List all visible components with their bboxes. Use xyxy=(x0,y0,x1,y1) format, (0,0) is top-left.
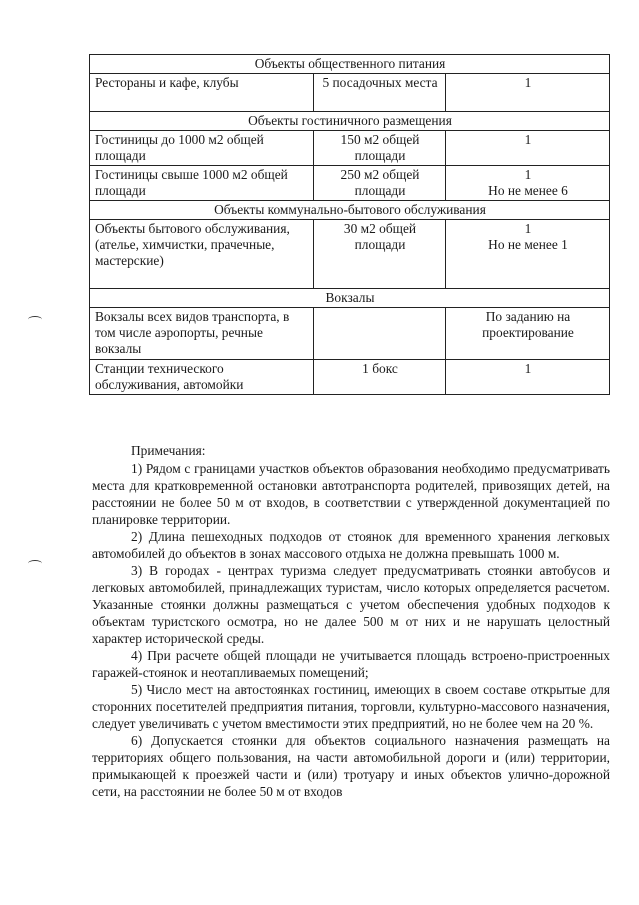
table-row xyxy=(90,308,610,360)
table-row xyxy=(90,131,610,166)
note-item: 5) Число мест на автостоянках гостиниц, имеющих в своем составе открытые для сторонних посетителей предприятия питания, торговли, культурно-массового назначения, следует увеличивать с учетом вместимости этих предприятий, но не более чем на 20 %. xyxy=(92,682,610,731)
object-type-cell: Объекты бытового обслуживания, (ателье, химчистки, прачечные, мастерские) xyxy=(90,220,314,289)
calc-unit-cell: 1 бокс xyxy=(314,360,446,395)
table-row xyxy=(90,220,610,289)
cell-line: 1 xyxy=(524,221,532,236)
object-type-cell: Рестораны и кафе, клубы xyxy=(90,74,314,112)
notes-title: Примечания: xyxy=(131,443,206,458)
cell-line: 1 xyxy=(524,167,532,182)
note-item: 4) При расчете общей площади не учитывается площадь встроено-пристроенных гаражей-стоянок и неотапливаемых помещений; xyxy=(92,648,610,680)
note-item: 2) Длина пешеходных подходов от стоянок для временного хранения легковых автомобилей до объектов в зонах массового отдыха не должна превышать 1000 м. xyxy=(92,529,610,561)
spaces-count-cell xyxy=(446,166,610,201)
margin-mark xyxy=(28,560,42,567)
calc-unit-cell: 150 м2 общей площади xyxy=(314,131,446,166)
note-item: 1) Рядом с границами участков объектов образования необходимо предусматривать места для кратковременной остановки автотранспорта родителей, привозящих детей, на расстоянии не более 50 м от входов, в соответствии с утвержденной документацией по планировке территории. xyxy=(92,461,610,527)
spaces-count-cell: 1 xyxy=(446,74,610,112)
calc-unit-cell xyxy=(314,308,446,360)
spaces-count-cell: 1 xyxy=(446,360,610,395)
calc-unit-cell: 30 м2 общей площади xyxy=(314,220,446,289)
cell-line: Но не менее 6 xyxy=(488,183,568,198)
object-type-cell: Гостиницы свыше 1000 м2 общей площади xyxy=(90,166,314,201)
object-type-cell: Станции технического обслуживания, автомойки xyxy=(90,360,314,395)
spaces-count-cell: По заданию на проектирование xyxy=(446,308,610,360)
section-header-cell: Вокзалы xyxy=(90,289,610,308)
object-type-cell: Вокзалы всех видов транспорта, в том числе аэропорты, речные вокзалы xyxy=(90,308,314,360)
cell-line: Но не менее 1 xyxy=(488,237,568,252)
table-section-row xyxy=(90,289,610,308)
section-header-cell: Объекты гостиничного размещения xyxy=(90,112,610,131)
section-header-cell: Объекты коммунально-бытового обслуживания xyxy=(90,201,610,220)
spaces-count-cell: 1 xyxy=(446,131,610,166)
object-type-cell: Гостиницы до 1000 м2 общей площади xyxy=(90,131,314,166)
table-section-row xyxy=(90,201,610,220)
calc-unit-cell: 250 м2 общей площади xyxy=(314,166,446,201)
spaces-count-cell xyxy=(446,220,610,289)
table-section-row xyxy=(90,55,610,74)
table-section-row xyxy=(90,112,610,131)
notes-section xyxy=(92,442,610,800)
table-row xyxy=(90,360,610,395)
calc-unit-cell: 5 посадочных места xyxy=(314,74,446,112)
table-row xyxy=(90,166,610,201)
note-item: 3) В городах - центрах туризма следует предусматривать стоянки автобусов и легковых автомобилей, принадлежащих туристам, число которых определяется расчетом. Указанные стоянки должны размещаться с учетом обеспечения удобных подходов к объектам туристского осмотра, но не далее 500 м от них и не нарушать целостный характер исторической среды. xyxy=(92,563,610,646)
section-header-cell: Объекты общественного питания xyxy=(90,55,610,74)
margin-mark xyxy=(28,316,42,323)
parking-norms-table xyxy=(89,54,610,395)
table-row xyxy=(90,74,610,112)
note-item: 6) Допускается стоянки для объектов социального назначения размещать на территориях общего пользования, на части автомобильной дороги и (или) территории, примыкающей к проезжей части и (или) тротуару и иных объектов улично-дорожной сети, на расстоянии не более 50 м от входов xyxy=(92,733,610,799)
